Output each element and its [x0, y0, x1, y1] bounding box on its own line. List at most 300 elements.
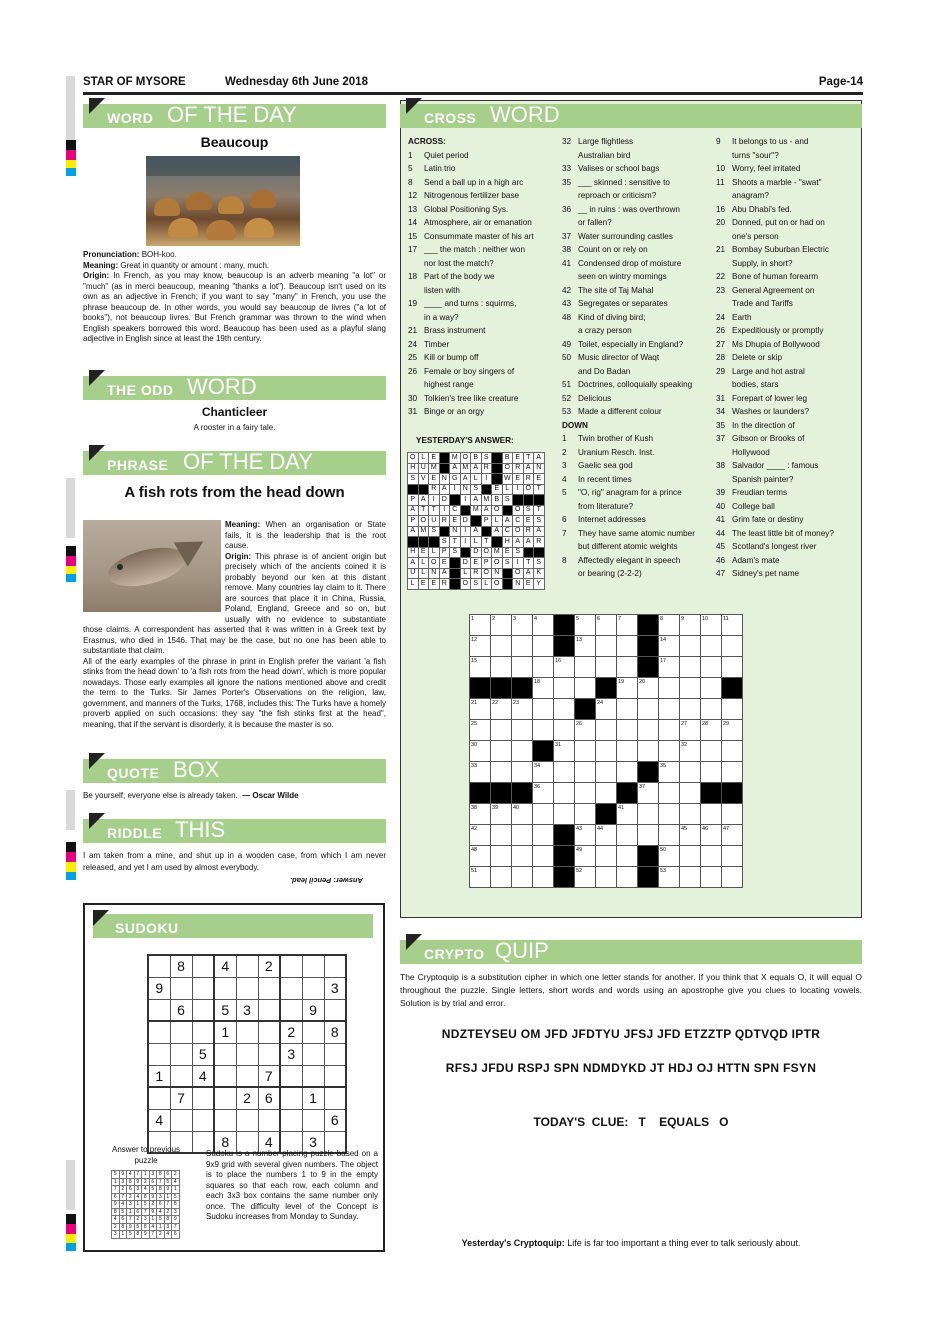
crossword-cell[interactable] — [680, 783, 701, 804]
crossword-cell[interactable]: 35 — [659, 762, 680, 783]
crossword-cell[interactable] — [680, 678, 701, 699]
crossword-cell[interactable]: 3 — [512, 615, 533, 636]
crossword-cell[interactable] — [680, 636, 701, 657]
crossword-cell[interactable] — [554, 762, 575, 783]
clue-number: 25 — [408, 353, 418, 362]
crossword-cell[interactable] — [659, 720, 680, 741]
sudoku-cell[interactable] — [148, 1021, 170, 1043]
crossword-cell[interactable]: 40 — [512, 804, 533, 825]
sudoku-cell[interactable] — [236, 977, 258, 999]
crossword-cell[interactable]: 6 — [596, 615, 617, 636]
crossword-cell[interactable] — [722, 804, 743, 825]
corner-triangle-icon — [406, 98, 422, 114]
sudoku-cell[interactable] — [170, 1021, 192, 1043]
crossword-cell[interactable]: 34 — [533, 762, 554, 783]
answer-cell: E — [502, 547, 513, 558]
crossword-cell[interactable]: 27 — [680, 720, 701, 741]
crossword-cell[interactable]: 48 — [470, 846, 491, 867]
crossword-cell[interactable] — [512, 657, 533, 678]
sudoku-cell[interactable]: 4 — [192, 1065, 214, 1087]
sudoku-cell[interactable] — [236, 1109, 258, 1131]
answer-cell: E — [523, 579, 534, 590]
sudoku-cell[interactable]: 5 — [192, 1043, 214, 1065]
clue — [562, 162, 712, 176]
crossword-cell[interactable]: 16 — [554, 657, 575, 678]
sudoku-cell[interactable] — [148, 955, 170, 977]
crossword-cell[interactable]: 46 — [701, 825, 722, 846]
prev-sudoku-cell: 5 — [119, 1208, 127, 1216]
answer-cell: E — [439, 558, 450, 569]
crossword-cell[interactable] — [491, 846, 512, 867]
crossword-cell[interactable]: 9 — [680, 615, 701, 636]
crossword-cell[interactable]: 38 — [470, 804, 491, 825]
crossword-cell[interactable] — [533, 636, 554, 657]
sudoku-cell[interactable] — [280, 999, 302, 1021]
sudoku-cell[interactable]: 4 — [148, 1109, 170, 1131]
clue-number: 41 — [562, 258, 572, 268]
sudoku-cell[interactable]: 9 — [302, 999, 324, 1021]
sudoku-cell[interactable] — [192, 955, 214, 977]
crossword-cell[interactable] — [659, 783, 680, 804]
crossword-cell[interactable]: 20 — [638, 678, 659, 699]
answer-cell: A — [523, 463, 534, 474]
crossword-cell[interactable]: 2 — [491, 615, 512, 636]
crossword-cell[interactable] — [638, 825, 659, 846]
sudoku-cell[interactable]: 1 — [302, 1087, 324, 1109]
answer-cell: U — [429, 516, 440, 527]
answer-cell: C — [502, 526, 513, 537]
sudoku-cell[interactable] — [324, 1065, 346, 1087]
sudoku-cell[interactable]: 6 — [170, 999, 192, 1021]
crossword-cell[interactable] — [722, 741, 743, 762]
crossword-cell[interactable] — [554, 720, 575, 741]
prev-sudoku-cell: 5 — [134, 1223, 142, 1231]
crossword-cell[interactable]: 53 — [659, 867, 680, 888]
sudoku-cell[interactable]: 9 — [148, 977, 170, 999]
clue-text: bodies, stars — [732, 380, 779, 389]
crossword-cell[interactable]: 50 — [659, 846, 680, 867]
sudoku-cell[interactable] — [170, 1109, 192, 1131]
crossword-cell[interactable] — [617, 720, 638, 741]
crossword-cell[interactable] — [491, 867, 512, 888]
phrase-paragraph: All of the early examples of the phrase in print in English prefer the variant 'a fish stinks from the head down' to 'a fish rots from the head down', which is more popular nowadays. Those early examples all ignore the nations mentioned above and credit the term to the Turks. Sir James Porter's Observations on the religion, law, government, and manners of the Turks, 1768, includes this: The Turks have a homely proverb applied on such occasions: they say "the fish stinks first at the head", meaning, that if the servant is disorderly, it is because the master is so. — [83, 656, 386, 729]
crossword-cell[interactable] — [533, 804, 554, 825]
crossword-cell[interactable] — [491, 762, 512, 783]
clue-text: Brass instrument — [424, 326, 486, 335]
crossword-cell[interactable]: 49 — [575, 846, 596, 867]
crossword-cell[interactable]: 10 — [701, 615, 722, 636]
crossword-cell[interactable] — [617, 741, 638, 762]
sudoku-cell[interactable] — [280, 1065, 302, 1087]
crossword-cell[interactable] — [617, 825, 638, 846]
crossword-cell[interactable] — [575, 657, 596, 678]
clue — [716, 392, 856, 406]
crossword-cell[interactable] — [596, 636, 617, 657]
clue — [716, 189, 856, 203]
clue — [562, 432, 712, 446]
sudoku-cell[interactable] — [214, 1109, 236, 1131]
sudoku-cell[interactable]: 7 — [258, 1065, 280, 1087]
crossword-cell[interactable] — [512, 846, 533, 867]
sudoku-cell[interactable] — [324, 1043, 346, 1065]
sudoku-cell[interactable] — [280, 955, 302, 977]
crossword-cell[interactable] — [491, 741, 512, 762]
crossword-cell[interactable] — [554, 699, 575, 720]
sudoku-cell[interactable] — [302, 1065, 324, 1087]
crossword-cell[interactable]: 28 — [701, 720, 722, 741]
crossword-cell[interactable] — [533, 825, 554, 846]
clue — [716, 540, 856, 554]
crossword-cell[interactable]: 11 — [722, 615, 743, 636]
crossword-cell[interactable]: 33 — [470, 762, 491, 783]
sudoku-cell[interactable]: 1 — [148, 1065, 170, 1087]
crossword-cell[interactable]: 45 — [680, 825, 701, 846]
crossword-cell[interactable]: 44 — [596, 825, 617, 846]
sudoku-cell[interactable] — [170, 1043, 192, 1065]
crossword-cell[interactable] — [575, 804, 596, 825]
sudoku-cell[interactable] — [302, 977, 324, 999]
answer-cell: S — [481, 453, 492, 464]
crossword-cell[interactable] — [617, 762, 638, 783]
answer-cell: E — [418, 547, 429, 558]
clue-number: 50 — [562, 353, 572, 362]
clue — [716, 486, 856, 500]
crossword-cell[interactable]: 37 — [638, 783, 659, 804]
crossword-cell[interactable] — [680, 867, 701, 888]
crossword-black-cell — [512, 783, 533, 804]
sudoku-cell[interactable] — [258, 1109, 280, 1131]
crossword-cell[interactable] — [512, 825, 533, 846]
sudoku-cell[interactable] — [324, 955, 346, 977]
sudoku-cell[interactable] — [214, 1065, 236, 1087]
riddle-answer: Answer: Pencil lead. — [290, 876, 363, 885]
sudoku-cell[interactable] — [148, 999, 170, 1021]
crossword-cell[interactable]: 39 — [491, 804, 512, 825]
sudoku-cell[interactable] — [302, 1109, 324, 1131]
crossword-cell[interactable]: 13 — [575, 636, 596, 657]
sudoku-cell[interactable]: 1 — [214, 1021, 236, 1043]
crossword-cell[interactable] — [596, 846, 617, 867]
crossword-cell[interactable] — [680, 699, 701, 720]
sudoku-cell[interactable] — [236, 1043, 258, 1065]
sudoku-cell[interactable] — [236, 955, 258, 977]
crossword-cell[interactable] — [617, 636, 638, 657]
crossword-cell[interactable] — [533, 867, 554, 888]
answer-cell: E — [523, 516, 534, 527]
sudoku-cell[interactable] — [324, 999, 346, 1021]
crossword-cell[interactable]: 4 — [533, 615, 554, 636]
sudoku-cell[interactable] — [148, 1087, 170, 1109]
crossword-cell[interactable] — [491, 657, 512, 678]
clue — [716, 432, 856, 446]
crossword-cell[interactable] — [617, 867, 638, 888]
crossword-cell[interactable]: 22 — [491, 699, 512, 720]
crossword-cell[interactable]: 25 — [470, 720, 491, 741]
sudoku-cell[interactable]: 3 — [236, 999, 258, 1021]
crossword-cell[interactable]: 47 — [722, 825, 743, 846]
crossword-cell[interactable] — [701, 699, 722, 720]
sudoku-cell[interactable] — [324, 1087, 346, 1109]
crossword-cell[interactable] — [617, 699, 638, 720]
prev-sudoku-cell: 2 — [149, 1201, 157, 1209]
sudoku-cell[interactable]: 6 — [324, 1109, 346, 1131]
crossword-cell[interactable] — [533, 699, 554, 720]
clue-number: 47 — [716, 569, 726, 578]
crossword-cell[interactable] — [659, 804, 680, 825]
crossword-cell[interactable] — [701, 867, 722, 888]
crossword-cell[interactable] — [596, 741, 617, 762]
clue — [716, 513, 856, 527]
crossword-cell[interactable] — [533, 720, 554, 741]
crossword-cell[interactable]: 19 — [617, 678, 638, 699]
sudoku-cell[interactable]: 3 — [302, 1131, 324, 1153]
sudoku-cell[interactable]: 8 — [214, 1131, 236, 1153]
crossword-cell[interactable] — [722, 657, 743, 678]
crossword-cell[interactable] — [701, 657, 722, 678]
crossword-cell[interactable] — [596, 867, 617, 888]
prev-sudoku-cell: 5 — [112, 1171, 120, 1179]
sudoku-cell[interactable]: 4 — [214, 955, 236, 977]
crossword-cell[interactable] — [512, 741, 533, 762]
sudoku-cell[interactable] — [236, 1065, 258, 1087]
crossword-cell[interactable] — [596, 720, 617, 741]
crossword-cell[interactable] — [491, 720, 512, 741]
answer-cell: O — [492, 505, 503, 516]
crossword-cell[interactable] — [659, 699, 680, 720]
answer-cell: O — [523, 484, 534, 495]
clue-number: 51 — [562, 380, 572, 389]
clue — [716, 351, 856, 365]
sudoku-cell[interactable]: 7 — [170, 1087, 192, 1109]
crossword-cell[interactable] — [722, 867, 743, 888]
prev-sudoku-cell: 1 — [149, 1216, 157, 1224]
crossword-cell[interactable] — [638, 804, 659, 825]
sudoku-cell[interactable]: 2 — [280, 1021, 302, 1043]
crossword-cell[interactable] — [638, 699, 659, 720]
clue-number — [716, 446, 732, 460]
clue-text: Gibson or Brooks of — [732, 434, 805, 443]
sudoku-cell[interactable]: 4 — [258, 1131, 280, 1153]
crossword-cell[interactable]: 24 — [596, 699, 617, 720]
crossword-cell[interactable] — [659, 825, 680, 846]
sudoku-cell[interactable] — [170, 977, 192, 999]
sudoku-cell[interactable] — [192, 999, 214, 1021]
cryptoquip-intro: The Cryptoquip is a substitution cipher in which one letter stands for another. If you think that X equals O, it will equal O throughout the puzzle. Single letters, short words and words using an apostrophe give you clues to locating vowels. Solution is by trial and error. — [400, 972, 862, 1008]
sudoku-cell[interactable] — [280, 977, 302, 999]
crossword-cell[interactable]: 7 — [617, 615, 638, 636]
sudoku-band — [93, 914, 373, 938]
crossword-cell[interactable]: 8 — [659, 615, 680, 636]
crossword-cell[interactable] — [722, 762, 743, 783]
answer-cell: A — [439, 568, 450, 579]
crossword-cell[interactable] — [680, 762, 701, 783]
sudoku-cell[interactable] — [214, 1043, 236, 1065]
sudoku-cell[interactable] — [214, 977, 236, 999]
answer-cell: D — [471, 547, 482, 558]
sudoku-cell[interactable] — [302, 1021, 324, 1043]
prev-sudoku-cell: 9 — [134, 1178, 142, 1186]
clue-number: 40 — [716, 501, 726, 511]
crossword-cell[interactable] — [680, 846, 701, 867]
answer-cell: O — [418, 516, 429, 527]
crossword-cell[interactable] — [638, 741, 659, 762]
crossword-cell[interactable]: 36 — [533, 783, 554, 804]
sudoku-cell[interactable] — [258, 999, 280, 1021]
origin-label: Origin: — [225, 551, 252, 561]
registration-mark-black — [66, 546, 76, 556]
crossword-cell[interactable] — [680, 657, 701, 678]
crossword-cell[interactable]: 14 — [659, 636, 680, 657]
crossword-cell[interactable]: 41 — [617, 804, 638, 825]
prev-sudoku-cell: 4 — [134, 1193, 142, 1201]
crossword-cell[interactable]: 17 — [659, 657, 680, 678]
sudoku-cell[interactable] — [170, 1065, 192, 1087]
crossword-cell[interactable]: 30 — [470, 741, 491, 762]
crossword-cell[interactable] — [533, 657, 554, 678]
crossword-cell[interactable] — [680, 804, 701, 825]
sudoku-cell[interactable]: 6 — [258, 1087, 280, 1109]
prev-sudoku-cell: 9 — [142, 1231, 150, 1239]
crossword-cell[interactable] — [512, 762, 533, 783]
sudoku-cell[interactable]: 3 — [280, 1043, 302, 1065]
crossword-cell[interactable] — [617, 846, 638, 867]
crossword-cell[interactable]: 51 — [470, 867, 491, 888]
crossword-cell[interactable] — [596, 762, 617, 783]
crossword-cell[interactable]: 21 — [470, 699, 491, 720]
sudoku-cell[interactable]: 3 — [324, 977, 346, 999]
clue-number — [716, 473, 732, 487]
crossword-cell[interactable] — [575, 783, 596, 804]
sudoku-cell[interactable] — [302, 1043, 324, 1065]
sudoku-cell[interactable] — [280, 1109, 302, 1131]
crossword-cell[interactable]: 42 — [470, 825, 491, 846]
crossword-cell[interactable] — [701, 678, 722, 699]
crossword-cell[interactable] — [659, 741, 680, 762]
clue-number: 42 — [562, 285, 572, 295]
crossword-cell[interactable] — [638, 720, 659, 741]
crossword-cell[interactable]: 32 — [680, 741, 701, 762]
crossword-cell[interactable]: 26 — [575, 720, 596, 741]
crossword-cell[interactable]: 5 — [575, 615, 596, 636]
sudoku-cell[interactable]: 8 — [170, 955, 192, 977]
crossword-cell[interactable] — [701, 762, 722, 783]
crossword-cell[interactable] — [617, 657, 638, 678]
crossword-cell[interactable]: 29 — [722, 720, 743, 741]
corner-triangle-icon — [89, 445, 105, 461]
clue-text: Latin trio — [424, 164, 456, 173]
clue-text: Music director of Waqt — [578, 353, 660, 362]
phrase-band — [83, 451, 386, 475]
crossword-cell[interactable] — [659, 678, 680, 699]
answer-cell: S — [513, 547, 524, 558]
crossword-cell[interactable] — [596, 657, 617, 678]
odd-word-definition: A rooster in a fairy tale. — [193, 423, 276, 432]
sudoku-cell[interactable] — [258, 1043, 280, 1065]
crossword-cell[interactable]: 31 — [554, 741, 575, 762]
sudoku-cell[interactable] — [280, 1087, 302, 1109]
prev-sudoku-cell: 6 — [127, 1186, 135, 1194]
crossword-cell[interactable]: 1 — [470, 615, 491, 636]
clue — [716, 446, 856, 460]
crossword-cell[interactable]: 12 — [470, 636, 491, 657]
sudoku-cell[interactable] — [192, 1109, 214, 1131]
odd-word-band — [83, 376, 386, 400]
sudoku-cell[interactable] — [258, 1021, 280, 1043]
crossword-cell[interactable]: 23 — [512, 699, 533, 720]
sudoku-cell[interactable]: 2 — [236, 1087, 258, 1109]
sudoku-cell[interactable] — [236, 1021, 258, 1043]
sudoku-cell[interactable] — [302, 955, 324, 977]
crossword-cell[interactable] — [575, 762, 596, 783]
crossword-cell[interactable] — [701, 804, 722, 825]
crossword-cell[interactable] — [596, 783, 617, 804]
crossword-cell[interactable] — [512, 636, 533, 657]
answer-cell: E — [513, 453, 524, 464]
sudoku-cell[interactable]: 5 — [214, 999, 236, 1021]
clue-text: Delete or skip — [732, 353, 783, 362]
clue — [562, 176, 712, 190]
sudoku-cell[interactable] — [192, 1087, 214, 1109]
crossword-cell[interactable] — [722, 699, 743, 720]
pronunciation: BOH-koo. — [141, 250, 177, 259]
sudoku-cell[interactable] — [192, 1021, 214, 1043]
crossword-cell[interactable] — [575, 678, 596, 699]
answer-cell: R — [429, 484, 440, 495]
band-title: THIS — [175, 817, 226, 842]
answer-cell: E — [429, 474, 440, 485]
clue — [408, 243, 558, 257]
crossword-cell[interactable] — [722, 846, 743, 867]
clue-number: 2 — [562, 447, 567, 457]
crossword-cell[interactable] — [575, 741, 596, 762]
sudoku-cell[interactable] — [214, 1087, 236, 1109]
crossword-cell[interactable]: 43 — [575, 825, 596, 846]
origin: In French, as you may know, beaucoup is an adverb meaning "a lot" or "much" (as in merci beaucoup, meaning "thanks a lot"). Beaucoup isn't used on its own as an adjective in French; if you want to say "many" in French, you use the phrase beaucoup de. In other words, you would say beaucoup de livres ("a lot of books"), not beaucoup livres. But French grammar was thrown to the wind when English speakers borrowed this word. Beaucoup has been used as a playful slang adjective in English since at least the 19th century. — [83, 271, 386, 343]
prev-sudoku-cell: 3 — [119, 1178, 127, 1186]
clues-column-2 — [562, 135, 712, 581]
crossword-cell[interactable] — [491, 636, 512, 657]
answer-cell: B — [492, 495, 503, 506]
sudoku-cell[interactable]: 8 — [324, 1021, 346, 1043]
crossword-cell[interactable]: 52 — [575, 867, 596, 888]
crossword-cell[interactable]: 15 — [470, 657, 491, 678]
clue-text: General Agreement on — [732, 285, 815, 295]
crossword-cell[interactable] — [701, 846, 722, 867]
answer-cell — [418, 484, 429, 495]
answer-cell: T — [418, 505, 429, 516]
sudoku-cell[interactable] — [148, 1043, 170, 1065]
crossword-cell[interactable] — [701, 741, 722, 762]
crossword-cell[interactable] — [554, 678, 575, 699]
crossword-cell[interactable] — [533, 846, 554, 867]
registration-mark-magenta — [66, 852, 76, 862]
crossword-cell[interactable] — [701, 636, 722, 657]
answer-cell: L — [418, 558, 429, 569]
crossword-cell[interactable] — [722, 636, 743, 657]
answer-cell: R — [523, 526, 534, 537]
crossword-cell[interactable] — [512, 867, 533, 888]
crossword-cell[interactable]: 18 — [533, 678, 554, 699]
crossword-cell[interactable] — [512, 720, 533, 741]
sudoku-cell[interactable]: 2 — [258, 955, 280, 977]
crossword-cell[interactable] — [554, 804, 575, 825]
sudoku-cell[interactable] — [192, 977, 214, 999]
clue-number: 52 — [562, 393, 572, 403]
sudoku-cell[interactable] — [258, 977, 280, 999]
crossword-cell[interactable] — [491, 825, 512, 846]
crossword-cell[interactable] — [554, 783, 575, 804]
answer-cell: S — [502, 495, 513, 506]
